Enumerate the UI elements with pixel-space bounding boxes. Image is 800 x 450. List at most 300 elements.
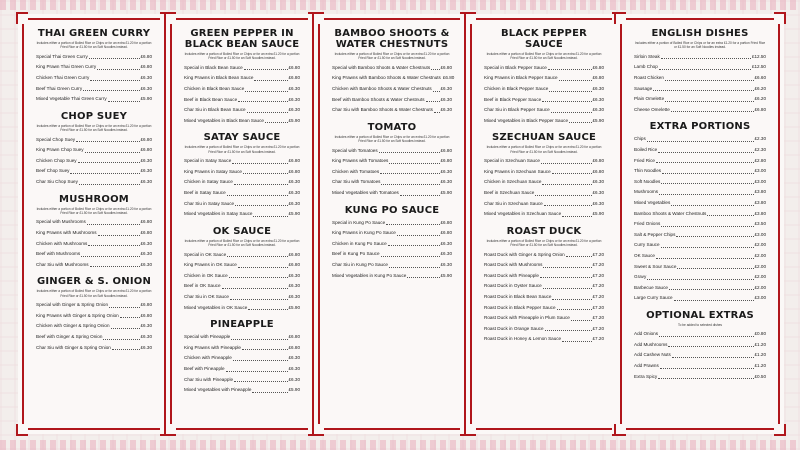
dot-leader: [232, 156, 287, 164]
menu-item: [332, 188, 452, 199]
menu-column-4: [466, 14, 622, 434]
item-price: £2.30: [754, 146, 766, 152]
item-price: £3.80: [754, 210, 766, 216]
dot-leader: [658, 145, 753, 153]
item-name: Chicken in Black Pepper Sauce: [484, 86, 549, 91]
item-price: £2.80: [754, 157, 766, 163]
menu-item: [634, 198, 766, 209]
menu-item: [332, 84, 452, 95]
item-price: £6.80: [288, 251, 300, 257]
section-note: Includes either a portion of Boiled Rice or Chips or for an extra £1.20 for a portion Fried Rice or £1.50 for an Soft Noodles instead.: [634, 41, 766, 50]
item-price: £7.20: [592, 325, 604, 331]
menu-item: [634, 84, 766, 95]
dot-leader: [238, 260, 288, 268]
section-title: CHOP SUEY: [60, 110, 128, 122]
item-name: Fried Rice: [634, 157, 655, 163]
menu-item: [634, 240, 766, 251]
item-name: Special in Szechuan Sauce: [484, 158, 540, 164]
item-price: £1.20: [754, 341, 766, 347]
item-name: Add Onions: [634, 331, 659, 337]
menu-column-3: [314, 14, 470, 434]
top-pattern-band: [0, 0, 800, 10]
dot-leader: [83, 84, 139, 92]
item-price: £6.30: [140, 261, 152, 267]
item-price: £0.50: [754, 373, 766, 379]
item-name: Add Prawns: [634, 363, 659, 369]
section-title: PINEAPPLE: [210, 319, 274, 331]
dot-leader: [254, 73, 287, 81]
item-name: Beef in Szechuan Sauce: [484, 189, 535, 195]
menu-item: [634, 230, 766, 241]
item-name: Mushrooms: [634, 189, 658, 195]
item-price: £6.20: [754, 85, 766, 91]
item-name: Special in Kung Po Sauce: [332, 219, 386, 225]
dot-leader: [243, 167, 288, 175]
menu-item: [484, 324, 604, 335]
item-name: King Prawns with Bamboo Shoots & Water Chestnuts: [332, 75, 441, 81]
menu-item: [634, 361, 766, 372]
item-name: Char Siu in Black Pepper Sauce: [484, 107, 550, 113]
dot-leader: [669, 283, 754, 291]
dot-leader: [559, 73, 592, 81]
dot-leader: [707, 209, 753, 217]
item-price: £1.20: [754, 352, 766, 358]
item-name: Char Siu in Kung Po Sauce: [332, 261, 388, 267]
item-price: £6.80: [440, 230, 452, 236]
item-name: Roast Duck with Ginger & Spring Onion: [484, 251, 565, 257]
menu-item: [634, 62, 766, 73]
item-name: Chicken Chop Suey: [36, 157, 77, 163]
menu-item: [36, 228, 152, 239]
item-price: £7.20: [592, 336, 604, 342]
menu-item: [184, 385, 300, 396]
menu-item: [184, 105, 300, 116]
section-title: ROAST DUCK: [506, 225, 582, 237]
section-note: Includes either a portion of Boiled Rice or Chips or for an extra £1.20 for a portion Fried Rice or £1.50 for an Soft Noodles instead.: [334, 52, 450, 61]
frame-corner: [164, 12, 176, 24]
item-price: £6.30: [440, 107, 452, 113]
section-title: OPTIONAL EXTRAS: [646, 309, 754, 321]
menu-item: [484, 313, 604, 324]
menu-item: [184, 116, 300, 127]
item-name: Char Siu in Black Bean Sauce: [184, 107, 246, 113]
item-name: Extra Spicy: [634, 373, 658, 379]
item-name: Roast Duck with Pineapple in Plum Sauce: [484, 315, 570, 321]
item-price: £7.20: [592, 315, 604, 321]
menu-item: [332, 146, 452, 157]
dot-leader: [79, 177, 140, 185]
item-price: £6.30: [288, 200, 300, 206]
section-note: Includes either a portion of Boiled Rice or Chips or for an extra £1.20 for a portion Fried Rice or £1.50 for an Soft Noodles instead.: [486, 52, 602, 61]
dot-leader: [647, 272, 753, 280]
dot-leader: [397, 228, 440, 236]
column-content: [36, 28, 152, 424]
section-note: Includes either a portion of Boiled Rice or Chips or for an extra £1.20 for a portion Fried Rice or £1.50 for an Soft Noodles instead.: [486, 145, 602, 154]
item-name: King Prawns with Tomatoes: [332, 158, 389, 164]
item-price: £6.30: [140, 168, 152, 174]
section-title: KUNG PO SAUCE: [344, 204, 440, 216]
item-price: £6.30: [140, 333, 152, 339]
item-price: £6.30: [440, 179, 452, 185]
dot-leader: [653, 84, 753, 92]
menu-item: [36, 343, 152, 354]
dot-leader: [89, 52, 140, 60]
section-title: BAMBOO SHOOTS & WATER CHESTNUTS: [334, 28, 450, 50]
dot-leader: [569, 116, 591, 124]
item-price: £6.30: [140, 251, 152, 257]
dot-leader: [549, 84, 591, 92]
menu-column-1: [18, 14, 170, 434]
menu-item: [634, 293, 766, 304]
dot-leader: [665, 94, 753, 102]
item-name: Cheese Omelette: [634, 106, 670, 112]
dot-leader: [253, 209, 287, 217]
dot-leader: [234, 177, 288, 185]
item-name: Mixed Vegetables: [634, 199, 671, 205]
item-name: Sweet & Sour Sauce: [634, 263, 677, 269]
item-price: £2.00: [754, 252, 766, 258]
menu-section: [36, 276, 152, 353]
item-name: Add Mushrooms: [634, 341, 668, 347]
item-price: £3.80: [754, 199, 766, 205]
menu-item: [634, 187, 766, 198]
dot-leader: [231, 332, 287, 340]
menu-item: [184, 303, 300, 314]
menu-item: [484, 281, 604, 292]
menu-section: [36, 194, 152, 271]
item-name: Char Siu with Pineapple: [184, 376, 234, 382]
menu-item: [634, 272, 766, 283]
item-name: Char Siu in Szechuan Sauce: [484, 200, 543, 206]
item-price: £5.90: [592, 117, 604, 123]
menu-item: [36, 52, 152, 63]
item-price: £6.80: [140, 53, 152, 59]
section-note: Includes either a portion of Boiled Rice or Chips or for an extra £1.20 for a portion Fried Rice or £1.50 for an Soft Noodles instead.: [184, 52, 300, 61]
item-price: £6.80: [754, 106, 766, 112]
dot-leader: [566, 250, 592, 258]
item-name: Char Siu with Bamboo Shoots & Water Chestnuts: [332, 107, 433, 113]
dot-leader: [85, 145, 140, 153]
menu-item: [634, 251, 766, 262]
section-note: Includes either a portion of Boiled Rice or Chips or for an extra £1.20 for a portion Fried Rice or £1.50 for an Soft Noodles instead.: [334, 134, 450, 144]
item-price: £6.80: [288, 344, 300, 350]
menu-item: [184, 73, 300, 84]
dot-leader: [70, 166, 139, 174]
item-price: £6.30: [288, 293, 300, 299]
dot-leader: [543, 281, 592, 289]
item-name: Soft Noodles: [634, 178, 661, 184]
item-price: £6.30: [288, 376, 300, 382]
item-name: Special with Bamboo Shoots & Water Chestnuts: [332, 64, 431, 70]
item-name: Mixed Vegetables with Tomatoes: [332, 189, 399, 195]
section-title: TOMATO: [367, 121, 417, 133]
menu-item: [484, 188, 604, 199]
item-name: Beef with Pineapple: [184, 365, 225, 371]
item-name: King Prawns in OK Sauce: [184, 262, 237, 268]
item-name: Mixed Vegetables with Pineapple: [184, 387, 252, 393]
item-name: Mixed Vegetables in Black Bean Sauce: [184, 117, 264, 123]
section-title: ENGLISH DISHES: [651, 28, 749, 39]
item-name: Char Siu in Satay Sauce: [184, 200, 235, 206]
dot-leader: [248, 303, 287, 311]
item-name: King Prawns in Black Bean Sauce: [184, 75, 254, 81]
item-price: £3.00: [754, 178, 766, 184]
item-price: £6.30: [140, 344, 152, 350]
frame-corner: [614, 424, 626, 436]
item-price: £7.20: [592, 251, 604, 257]
menu-item: [184, 271, 300, 282]
item-price: £3.80: [754, 189, 766, 195]
item-price: £6.80: [140, 147, 152, 153]
item-name: Special with Ginger & Spring Onion: [36, 302, 109, 308]
menu-item: [634, 283, 766, 294]
item-price: £6.30: [140, 75, 152, 80]
item-price: £6.30: [288, 283, 300, 289]
dot-leader: [238, 95, 287, 103]
dot-leader: [665, 73, 754, 81]
menu-item: [184, 281, 300, 292]
dot-leader: [235, 199, 287, 207]
item-name: Beef in Black Pepper Sauce: [484, 96, 542, 102]
item-name: OK Sauce: [634, 252, 655, 258]
item-name: Chips: [634, 136, 646, 142]
dot-leader: [97, 62, 139, 70]
dot-leader: [676, 230, 753, 238]
menu-item: [634, 372, 766, 383]
item-name: Sausage: [634, 85, 653, 91]
dot-leader: [661, 240, 754, 248]
dot-leader: [242, 343, 288, 351]
item-price: £6.80: [288, 334, 300, 340]
item-price: £5.90: [288, 387, 300, 393]
dot-leader: [548, 63, 592, 71]
item-price: £6.30: [288, 179, 300, 185]
menu-item: [36, 73, 152, 84]
menu-item: [634, 105, 766, 116]
item-price: £7.20: [592, 283, 604, 289]
dot-leader: [76, 135, 139, 143]
item-name: Beef in Black Bean Sauce: [184, 96, 238, 102]
dot-leader: [245, 84, 287, 92]
item-name: Bamboo Shoots & Water Chestnuts: [634, 210, 707, 216]
item-name: Special with Mushrooms: [36, 219, 86, 225]
menu-section: [484, 28, 604, 126]
dot-leader: [674, 293, 754, 301]
item-name: Boiled Rice: [634, 146, 658, 152]
menu-item: [332, 228, 452, 239]
item-price: £6.80: [592, 75, 604, 81]
item-name: Beef in Satay Sauce: [184, 189, 226, 195]
frame-corner: [774, 12, 786, 24]
dot-leader: [540, 271, 592, 279]
item-name: Plain Omelette: [634, 96, 665, 102]
dot-leader: [672, 350, 754, 358]
item-price: £6.30: [440, 168, 452, 174]
item-name: Roast Duck with Mushrooms: [484, 262, 543, 268]
dot-leader: [535, 188, 591, 196]
item-name: Add Cashew Nuts: [634, 352, 671, 358]
dot-leader: [671, 198, 753, 206]
menu-item: [634, 94, 766, 105]
item-price: £6.30: [288, 86, 300, 91]
menu-item: [184, 188, 300, 199]
menu-item: [484, 177, 604, 188]
dot-leader: [244, 63, 288, 71]
menu-item: [484, 303, 604, 314]
menu-item: [36, 217, 152, 228]
item-price: £6.80: [440, 147, 452, 153]
menu-column-2: [166, 14, 318, 434]
dot-leader: [545, 324, 592, 332]
item-name: Special in OK Sauce: [184, 251, 227, 257]
item-price: £6.30: [140, 85, 152, 91]
item-price: £6.30: [592, 107, 604, 113]
menu-item: [484, 209, 604, 220]
menu-item: [484, 271, 604, 282]
dot-leader: [552, 167, 592, 175]
item-name: Roast Duck in Orange Sauce: [484, 325, 544, 331]
menu-item: [332, 167, 452, 178]
dot-leader: [426, 95, 440, 103]
item-name: Roast Duck in Black Bean Sauce: [484, 293, 552, 299]
dot-leader: [234, 375, 287, 383]
section-note: Includes either a portion of Boiled Rice or Chips or for an extra £1.20 for a portion Fried Rice or £1.50 for an Soft Noodles instead.: [36, 206, 152, 215]
menu-item: [36, 145, 152, 156]
item-price: £6.80: [440, 64, 452, 70]
menu-item: [332, 177, 452, 188]
dot-leader: [230, 292, 288, 300]
menu-section: [184, 226, 300, 313]
menu-item: [36, 62, 152, 73]
item-name: Beef with Bamboo Shoots & Water Chestnuts: [332, 96, 425, 102]
dot-leader: [544, 199, 592, 207]
dot-leader: [381, 177, 439, 185]
menu-section: [184, 132, 300, 219]
item-price: £1.20: [754, 363, 766, 369]
dot-leader: [381, 249, 440, 257]
menu-item: [484, 156, 604, 167]
dot-leader: [233, 353, 288, 361]
item-price: £5.90: [288, 304, 300, 310]
menu-item: [184, 199, 300, 210]
item-price: £6.30: [140, 323, 152, 329]
menu-item: [484, 84, 604, 95]
item-name: Barbecue Sauce: [634, 284, 668, 290]
item-price: £5.90: [140, 96, 152, 102]
dot-leader: [109, 300, 139, 308]
menu-section: [484, 226, 604, 345]
dot-leader: [90, 73, 139, 81]
menu-item: [634, 340, 766, 351]
menu-item: [36, 84, 152, 95]
dot-leader: [656, 251, 754, 259]
menu-item: [634, 350, 766, 361]
menu-item: [484, 73, 604, 84]
item-name: Special with Tomatoes: [332, 147, 378, 153]
item-price: £5.90: [440, 272, 452, 278]
item-price: £12.50: [751, 64, 766, 70]
item-name: Curry Sauce: [634, 242, 660, 248]
menu-item: [634, 209, 766, 220]
item-name: Roast Duck in Honey & Lemon Sauce: [484, 336, 562, 342]
item-price: £6.30: [592, 179, 604, 185]
dot-leader: [659, 62, 751, 70]
dot-leader: [112, 343, 140, 351]
item-price: £6.80: [140, 219, 152, 225]
item-name: Special in Black Pepper Sauce: [484, 64, 547, 70]
dot-leader: [557, 303, 592, 311]
item-name: Mixed Vegetables in OK Sauce: [184, 304, 248, 310]
menu-item: [484, 95, 604, 106]
item-price: £6.30: [288, 96, 300, 102]
item-name: King Prawns with Mushrooms: [36, 229, 97, 235]
dot-leader: [542, 95, 591, 103]
menu-section: [184, 28, 300, 126]
menu-item: [484, 260, 604, 271]
menu-item: [36, 311, 152, 322]
item-price: £5.90: [288, 211, 300, 217]
item-price: £6.80: [592, 158, 604, 164]
dot-leader: [120, 311, 140, 319]
column-content: [634, 28, 766, 424]
section-title: SATAY SAUCE: [203, 132, 281, 144]
item-price: £7.20: [592, 293, 604, 299]
item-price: £7.20: [592, 262, 604, 268]
item-name: Chicken Thai Green Curry: [36, 75, 90, 80]
section-title: EXTRA PORTIONS: [649, 121, 751, 133]
menu-item: [634, 166, 766, 177]
bottom-pattern-band: [0, 440, 800, 450]
menu-item: [332, 271, 452, 282]
item-price: £2.30: [754, 136, 766, 142]
item-price: £6.30: [592, 96, 604, 102]
item-price: £6.30: [440, 251, 452, 257]
item-name: King Prawns in Kung Po Sauce: [332, 230, 396, 236]
menu-item: [332, 218, 452, 229]
menu-item: [36, 332, 152, 343]
item-name: King Prawns in Black Pepper Sauce: [484, 75, 558, 81]
menu-section: [332, 28, 455, 116]
item-name: Beef with Ginger & Spring Onion: [36, 333, 103, 339]
dot-leader: [380, 167, 439, 175]
dot-leader: [247, 105, 288, 113]
item-name: Beef in OK Sauce: [184, 283, 221, 289]
column-content: [484, 28, 604, 424]
dot-leader: [108, 94, 140, 102]
menu-section: [332, 205, 452, 282]
item-price: £3.00: [754, 295, 766, 301]
frame-corner: [614, 12, 626, 24]
menu-item: [184, 177, 300, 188]
item-name: Chicken with Tomatoes: [332, 168, 380, 174]
item-name: Chicken with Pineapple: [184, 355, 232, 361]
item-price: £6.20: [754, 96, 766, 102]
item-price: £2.00: [754, 274, 766, 280]
dot-leader: [389, 260, 440, 268]
section-title: GREEN PEPPER IN BLACK BEAN SAUCE: [184, 28, 300, 50]
dot-leader: [98, 228, 140, 236]
menu-item: [36, 166, 152, 177]
item-name: Chicken with Ginger & Spring Onion: [36, 323, 110, 329]
menu-section: [36, 111, 152, 188]
item-price: £6.30: [592, 189, 604, 195]
dot-leader: [562, 209, 591, 217]
item-price: £7.20: [592, 304, 604, 310]
item-price: £6.80: [140, 302, 152, 308]
dot-leader: [265, 116, 288, 124]
item-price: £6.30: [140, 178, 152, 184]
dot-leader: [658, 372, 753, 380]
